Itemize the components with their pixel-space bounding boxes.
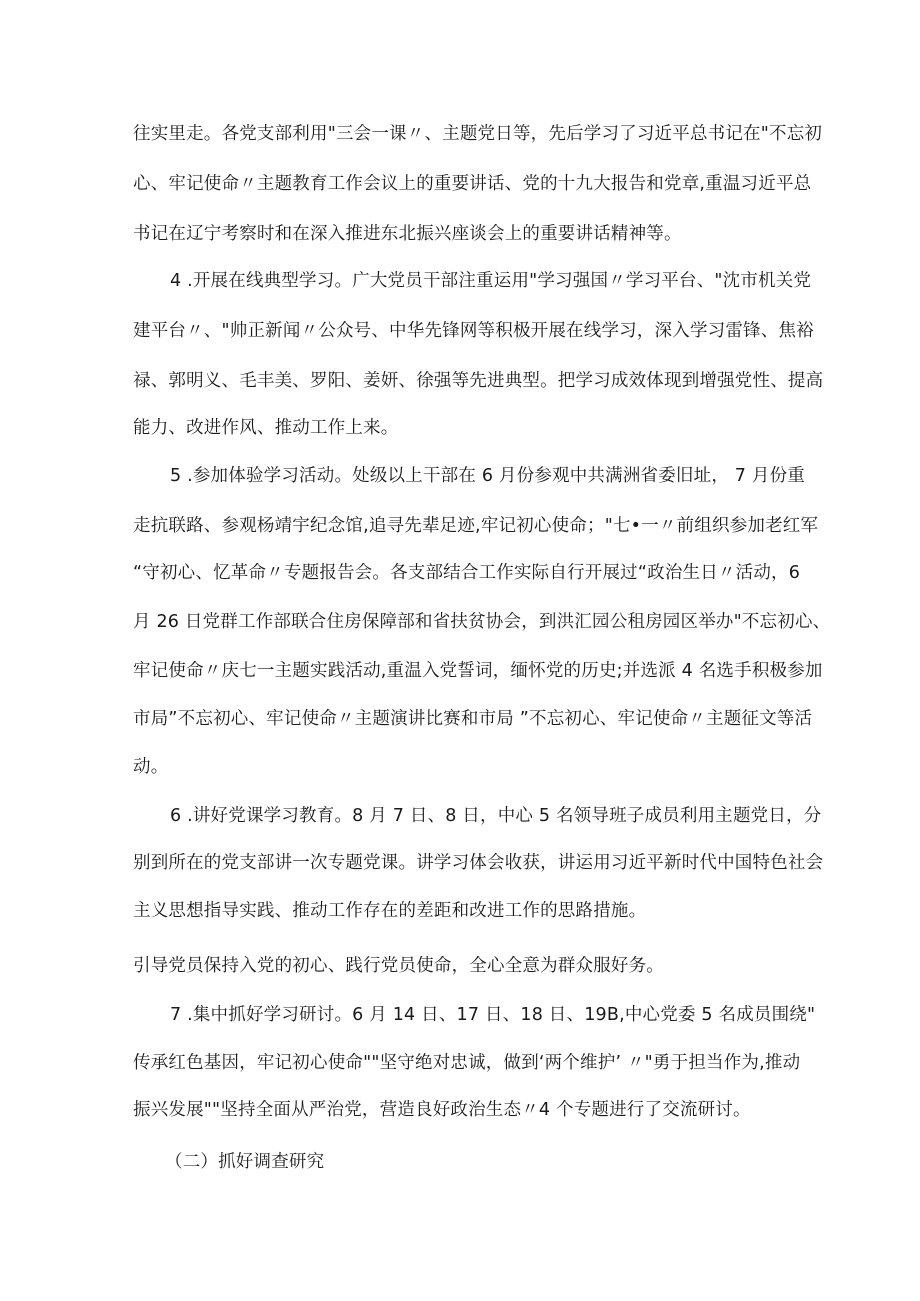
paragraph-intro-line-2: 心、牢记使命〃主题教育工作会议上的重要讲话、党的十九大报告和党章,重温习近平总 (133, 174, 812, 194)
paragraph-guide-line-1: 引导党员保持入党的初心、践行党员使命，全心全意为群众服好务。 (133, 956, 664, 976)
paragraph-5-line-4: 月 26 日党群工作部联合住房保障部和省扶贫协会，到洪汇园公租房园区举办"不忘初心、 (133, 612, 831, 632)
paragraph-5-line-7: 动。 (133, 757, 169, 777)
paragraph-intro-line-3: 书记在辽宁考察时和在深入推进东北振兴座谈会上的重要讲话精神等。 (133, 224, 682, 244)
paragraph-7-line-1: 7 .集中抓好学习研讨。6 月 14 日、17 日、18 日、19B,中心党委 5 名成员围绕" (170, 1005, 816, 1025)
paragraph-7-line-3: 振兴发展""坚持全面从严治党，营造良好政治生态〃4 个专题进行了交流研讨。 (133, 1100, 751, 1120)
paragraph-4-line-1: 4 .开展在线典型学习。广大党员干部注重运用"学习强国〃学习平台、"沈市机关党 (170, 271, 812, 291)
paragraph-4-line-2: 建平台〃、"帅正新闻〃公众号、中华先锋网等积极开展在线学习，深入学习雷锋、焦裕 (133, 321, 814, 341)
section-heading-survey: （二）抓好调查研究 (165, 1152, 325, 1172)
paragraph-5-line-3: “守初心、忆革命〃专题报告会。各支部结合工作实际自行开展过“政治生日〃活动，6 (133, 563, 801, 583)
paragraph-6-line-3: 主义思想指导实践、推动工作存在的差距和改进工作的思路措施。 (133, 901, 647, 921)
paragraph-4-line-4: 能力、改进作风、推动工作上来。 (133, 418, 399, 438)
paragraph-6-line-1: 6 .讲好党课学习教育。8 月 7 日、8 日，中心 5 名领导班子成员利用主题党日，分 (170, 806, 822, 826)
paragraph-6-line-2: 别到所在的党支部讲一次专题党课。讲学习体会收获，讲运用习近平新时代中国特色社会 (133, 853, 824, 873)
paragraph-4-line-3: 禄、郭明义、毛丰美、罗阳、姜妍、徐强等先进典型。把学习成效体现到增强党性、提高 (133, 371, 824, 391)
paragraph-5-line-5: 牢记使命〃庆七一主题实践活动,重温入党誓词，缅怀党的历史;并选派 4 名选手积极参加 (133, 661, 823, 681)
paragraph-5-line-1: 5 .参加体验学习活动。处级以上干部在 6 月份参观中共满洲省委旧址， 7 月份重 (170, 466, 805, 486)
paragraph-intro-line-1: 往实里走。各党支部利用"三会一课〃、主题党日等，先后学习了习近平总书记在"不忘初 (133, 124, 823, 144)
paragraph-5-line-2: 走抗联路、参观杨靖宇纪念馆,追寻先辈足迹,牢记初心使命；"七•一〃前组织参加老红军 (133, 516, 819, 536)
paragraph-5-line-6: 市局”不忘初心、牢记使命〃主题演讲比赛和市局 ”不忘初心、牢记使命〃主题征文等活 (133, 709, 813, 729)
paragraph-7-line-2: 传承红色基因，牢记初心使命""坚守绝对忠诚，做到‘两个维护’ 〃"勇于担当作为,推动 (133, 1053, 801, 1073)
